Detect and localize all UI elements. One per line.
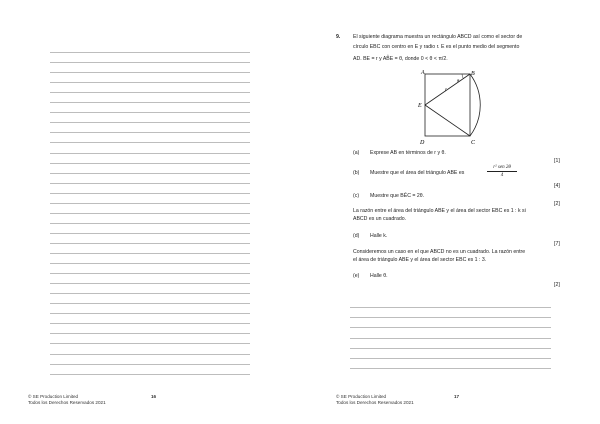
answer-line (50, 303, 250, 304)
answer-line (50, 193, 250, 194)
answer-line (50, 132, 250, 133)
part-c-mark: [2] (554, 201, 560, 207)
part-c-label: (c) (353, 193, 360, 199)
answer-line (50, 203, 250, 204)
answer-line (350, 317, 551, 318)
intro-line-3: AD. BE = r y AB̂E = θ, donde 0 < θ < π/2. (353, 56, 448, 62)
right-page (300, 0, 600, 424)
answer-line (50, 223, 250, 224)
answer-line (50, 273, 250, 274)
intro-line-2: círculo EBC con centro en E y radio r. E es el punto medio del segmento (353, 44, 520, 50)
label-c: C (471, 140, 476, 146)
answer-line (50, 313, 250, 314)
answer-line (50, 253, 250, 254)
answer-line (50, 72, 250, 73)
answer-line (50, 153, 250, 154)
rectangle-abcd (425, 74, 470, 136)
rectangle-sector-diagram (410, 70, 510, 150)
answer-line (50, 364, 250, 365)
ratio-line-2: ABCD es un cuadrado. (353, 216, 407, 222)
answer-line (350, 368, 551, 369)
answer-line (50, 293, 250, 294)
part-d-mark: [7] (554, 241, 560, 247)
formula-denominator: 4 (500, 173, 504, 178)
answer-line (50, 343, 250, 344)
part-e-label: (e) (353, 273, 360, 279)
segment-ec (425, 105, 470, 136)
part-a-text: Exprese AB en términos de r y θ. (370, 150, 446, 156)
label-b: B (471, 71, 475, 77)
answer-line (350, 307, 551, 308)
answer-line (50, 102, 250, 103)
answer-line (50, 354, 250, 355)
answer-line (50, 173, 250, 174)
rights-text: Todos los Derechos Reservados 2021 (336, 400, 414, 405)
answer-line (50, 374, 250, 375)
answer-line (350, 348, 551, 349)
right-footer (336, 394, 576, 406)
answer-line (50, 283, 250, 284)
part-b-text: Muestre que el área del triángulo ABE es (370, 170, 465, 176)
answer-line (50, 333, 250, 334)
part-a-mark: [1] (554, 158, 560, 164)
part-d-label: (d) (353, 233, 360, 239)
label-a: A (421, 70, 425, 76)
answer-line (50, 323, 250, 324)
answer-line (50, 82, 250, 83)
label-e: E (418, 103, 422, 109)
answer-line (50, 213, 250, 214)
formula-numerator: r² sen 2θ (487, 164, 517, 172)
answer-line (50, 263, 250, 264)
answer-line (50, 122, 250, 123)
label-theta: θ (457, 78, 460, 83)
case-line-2: el área de triángulo ABE y el área del sector EBC es 1 : 3. (353, 257, 487, 263)
part-e-mark: [2] (554, 282, 560, 288)
page-number: 16 (151, 394, 157, 399)
question-number: 9. (336, 34, 341, 40)
arc-bc (470, 74, 480, 136)
part-b-formula (487, 164, 517, 179)
page-number: 17 (454, 394, 460, 399)
answer-line (350, 338, 551, 339)
answer-line (50, 52, 250, 53)
answer-line (50, 243, 250, 244)
ratio-line-1: La razón entre el área del triángulo ABE y el área del sector EBC es 1 : k si (353, 208, 526, 214)
part-e-text: Halle θ. (370, 273, 388, 279)
part-c-text: Muestre que BÊC = 2θ. (370, 193, 425, 199)
label-r: r (445, 88, 447, 93)
answer-line (50, 233, 250, 234)
part-a-label: (a) (353, 150, 360, 156)
answer-line (50, 92, 250, 93)
answer-line (50, 142, 250, 143)
intro-line-1: El siguiente diagrama muestra un rectángulo ABCD así como el sector de (353, 34, 523, 40)
answer-line (350, 358, 551, 359)
part-b-label: (b) (353, 170, 360, 176)
left-footer (28, 394, 268, 406)
answer-line (350, 327, 551, 328)
angle-theta-arc (462, 74, 463, 79)
case-line-1: Consideremos un caso en el que ABCD no es un cuadrado. La razón entre (353, 249, 526, 255)
copyright-text: © SE Production Limited (28, 394, 79, 399)
part-d-text: Halle k. (370, 233, 388, 239)
part-b-mark: [4] (554, 183, 560, 189)
answer-line (50, 112, 250, 113)
copyright-text: © SE Production Limited (336, 394, 387, 399)
answer-line (50, 62, 250, 63)
answer-line (50, 163, 250, 164)
answer-line (50, 183, 250, 184)
label-d: D (420, 140, 425, 146)
rights-text: Todos los Derechos Reservados 2021 (28, 400, 106, 405)
